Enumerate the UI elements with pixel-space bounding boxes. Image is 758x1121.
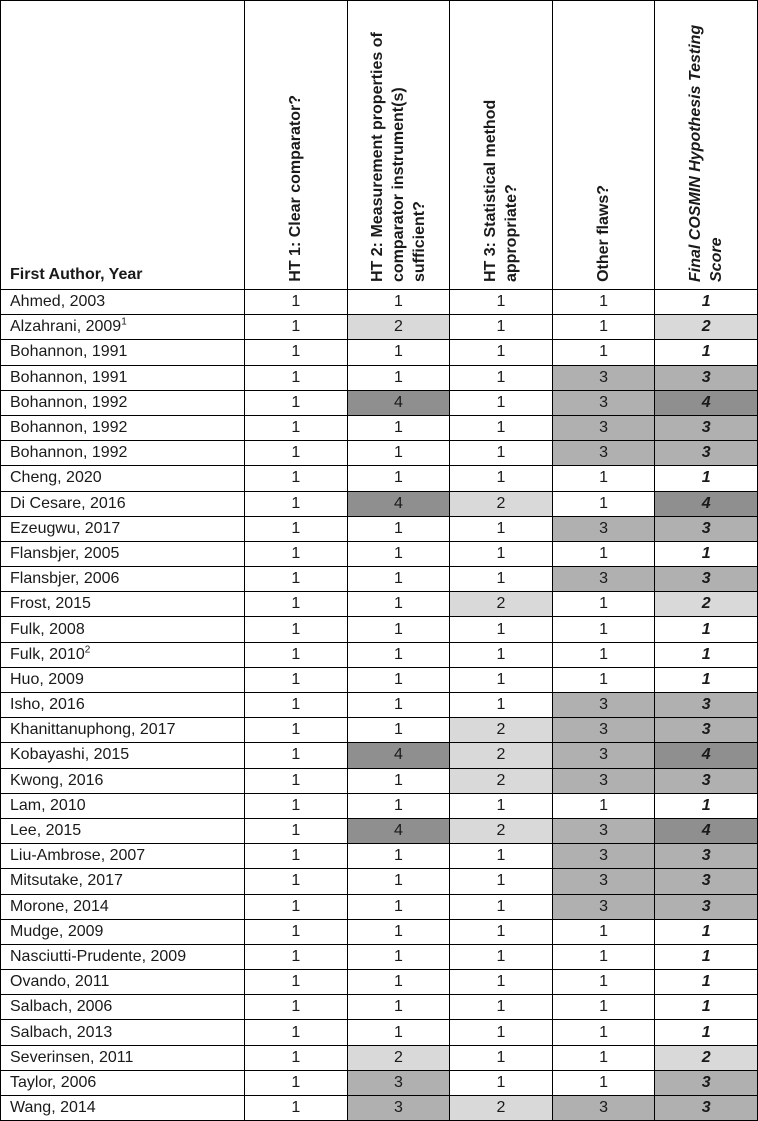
- other-flaws-cell: 1: [552, 466, 655, 491]
- final-score-cell: 3: [655, 894, 758, 919]
- ht2-cell: 1: [347, 718, 450, 743]
- ht2-cell: 1: [347, 970, 450, 995]
- table-row: [1, 315, 758, 340]
- ht1-cell: 1: [245, 869, 348, 894]
- final-score-cell: 3: [655, 869, 758, 894]
- ht2-cell: 1: [347, 944, 450, 969]
- table-row: [1, 718, 758, 743]
- ht2-cell: 1: [347, 768, 450, 793]
- table-row: [1, 541, 758, 566]
- other-flaws-cell: 3: [552, 567, 655, 592]
- other-flaws-cell: 3: [552, 441, 655, 466]
- author-year-text: Ovando, 2011: [10, 973, 110, 991]
- author-year-cell: [1, 693, 245, 718]
- final-score-cell: 3: [655, 415, 758, 440]
- ht3-cell: 1: [450, 793, 553, 818]
- author-year-text: Huo, 2009: [10, 670, 84, 688]
- author-year-text: Alzahrani, 2009: [10, 318, 122, 336]
- ht3-cell: 2: [450, 1096, 553, 1121]
- ht2-cell: 4: [347, 743, 450, 768]
- table-row: [1, 793, 758, 818]
- ht1-cell: 1: [245, 793, 348, 818]
- final-score-cell: 3: [655, 1096, 758, 1121]
- author-year-cell: [1, 617, 245, 642]
- other-flaws-cell: 1: [552, 793, 655, 818]
- ht1-cell: 1: [245, 844, 348, 869]
- ht2-cell: 1: [347, 642, 450, 667]
- ht1-cell: 1: [245, 315, 348, 340]
- other-flaws-cell: 1: [552, 290, 655, 315]
- final-score-cell: 1: [655, 541, 758, 566]
- ht2-cell: 1: [347, 919, 450, 944]
- ht3-cell: 1: [450, 466, 553, 491]
- other-flaws-cell: 1: [552, 315, 655, 340]
- ht3-cell: 1: [450, 1070, 553, 1095]
- table-body: [1, 290, 758, 1121]
- ht1-cell: 1: [245, 390, 348, 415]
- author-year-cell: [1, 290, 245, 315]
- author-year-text: Fulk, 2008: [10, 620, 85, 638]
- ht1-cell: 1: [245, 667, 348, 692]
- table-row: [1, 516, 758, 541]
- header-ht3: [450, 1, 553, 290]
- author-year-cell: [1, 390, 245, 415]
- final-score-cell: 1: [655, 466, 758, 491]
- ht3-cell: 1: [450, 970, 553, 995]
- ht1-cell: 1: [245, 516, 348, 541]
- final-score-cell: 4: [655, 743, 758, 768]
- final-score-cell: 2: [655, 592, 758, 617]
- ht1-cell: 1: [245, 466, 348, 491]
- final-score-cell: 1: [655, 970, 758, 995]
- ht3-cell: 1: [450, 516, 553, 541]
- ht2-cell: 2: [347, 1045, 450, 1070]
- ht2-cell: 1: [347, 365, 450, 390]
- ht2-cell: 1: [347, 340, 450, 365]
- ht1-cell: 1: [245, 894, 348, 919]
- ht3-cell: 1: [450, 541, 553, 566]
- ht1-cell: 1: [245, 491, 348, 516]
- final-score-cell: 1: [655, 290, 758, 315]
- ht1-cell: 1: [245, 995, 348, 1020]
- other-flaws-cell: 3: [552, 718, 655, 743]
- final-score-cell: 3: [655, 1070, 758, 1095]
- other-flaws-cell: 1: [552, 617, 655, 642]
- ht3-cell: 2: [450, 818, 553, 843]
- other-flaws-cell: 1: [552, 667, 655, 692]
- ht2-cell: 2: [347, 315, 450, 340]
- ht3-cell: 1: [450, 567, 553, 592]
- ht3-cell: 2: [450, 592, 553, 617]
- table-row: [1, 617, 758, 642]
- author-year-text: Taylor, 2006: [10, 1073, 97, 1091]
- ht2-cell: 1: [347, 1020, 450, 1045]
- final-score-cell: 2: [655, 315, 758, 340]
- final-score-cell: 1: [655, 1020, 758, 1045]
- author-year-text: Wang, 2014: [10, 1099, 96, 1117]
- other-flaws-cell: 1: [552, 541, 655, 566]
- author-year-text: Mudge, 2009: [10, 922, 104, 940]
- ht1-cell: 1: [245, 970, 348, 995]
- other-flaws-cell: 1: [552, 1070, 655, 1095]
- author-year-cell: [1, 541, 245, 566]
- author-year-cell: [1, 441, 245, 466]
- final-score-cell: 3: [655, 441, 758, 466]
- final-score-cell: 3: [655, 768, 758, 793]
- ht1-cell: 1: [245, 592, 348, 617]
- author-year-text: Isho, 2016: [10, 696, 85, 714]
- header-final-score: [655, 1, 758, 290]
- author-year-text: Lam, 2010: [10, 796, 86, 814]
- author-year-cell: [1, 970, 245, 995]
- other-flaws-cell: 3: [552, 415, 655, 440]
- table-row: [1, 365, 758, 390]
- ht1-cell: 1: [245, 340, 348, 365]
- author-year-cell: [1, 567, 245, 592]
- other-flaws-cell: 1: [552, 970, 655, 995]
- table-row: [1, 869, 758, 894]
- final-score-cell: 2: [655, 1045, 758, 1070]
- final-score-cell: 1: [655, 919, 758, 944]
- ht3-cell: 1: [450, 995, 553, 1020]
- other-flaws-cell: 1: [552, 491, 655, 516]
- ht2-cell: 1: [347, 441, 450, 466]
- author-year-text: Bohannon, 1992: [10, 393, 128, 411]
- ht1-cell: 1: [245, 718, 348, 743]
- author-year-text: Kobayashi, 2015: [10, 746, 130, 764]
- ht3-cell: 1: [450, 667, 553, 692]
- other-flaws-cell: 3: [552, 390, 655, 415]
- table-row: [1, 894, 758, 919]
- final-score-cell: 3: [655, 844, 758, 869]
- final-score-cell: 1: [655, 944, 758, 969]
- author-year-cell: [1, 667, 245, 692]
- ht2-cell: 1: [347, 516, 450, 541]
- table-row: [1, 743, 758, 768]
- table-row: [1, 970, 758, 995]
- table-row: [1, 415, 758, 440]
- table-row: [1, 592, 758, 617]
- header-other-flaws: [552, 1, 655, 290]
- final-score-cell: 1: [655, 793, 758, 818]
- final-score-cell: 1: [655, 340, 758, 365]
- other-flaws-cell: 3: [552, 869, 655, 894]
- ht2-cell: 4: [347, 390, 450, 415]
- author-year-text: Bohannon, 1992: [10, 419, 128, 437]
- other-flaws-cell: 3: [552, 693, 655, 718]
- ht1-cell: 1: [245, 944, 348, 969]
- ht2-cell: 1: [347, 793, 450, 818]
- ht3-cell: 1: [450, 894, 553, 919]
- final-score-cell: 1: [655, 642, 758, 667]
- ht2-cell: 4: [347, 818, 450, 843]
- table-row: [1, 1045, 758, 1070]
- ht3-cell: 1: [450, 1020, 553, 1045]
- author-year-text: Di Cesare, 2016: [10, 494, 126, 512]
- author-year-cell: [1, 516, 245, 541]
- ht3-cell: 1: [450, 315, 553, 340]
- table-row: [1, 441, 758, 466]
- final-score-cell: 4: [655, 390, 758, 415]
- ht1-cell: 1: [245, 693, 348, 718]
- other-flaws-cell: 1: [552, 340, 655, 365]
- final-score-cell: 3: [655, 718, 758, 743]
- ht1-cell: 1: [245, 290, 348, 315]
- table-row: [1, 340, 758, 365]
- author-year-cell: [1, 340, 245, 365]
- header-ht2: [347, 1, 450, 290]
- author-year-text: Lee, 2015: [10, 822, 82, 840]
- ht2-cell: 1: [347, 869, 450, 894]
- author-year-cell: [1, 466, 245, 491]
- ht2-cell: 1: [347, 693, 450, 718]
- table-row: [1, 390, 758, 415]
- ht3-cell: 1: [450, 340, 553, 365]
- final-score-cell: 3: [655, 567, 758, 592]
- table-row: [1, 642, 758, 667]
- table-row: [1, 567, 758, 592]
- ht2-cell: 1: [347, 592, 450, 617]
- author-year-text: Nasciutti-Prudente, 2009: [10, 947, 187, 965]
- ht2-cell: 1: [347, 541, 450, 566]
- author-year-text: Morone, 2014: [10, 897, 109, 915]
- author-year-cell: [1, 415, 245, 440]
- ht2-cell: 3: [347, 1070, 450, 1095]
- ht3-cell: 1: [450, 869, 553, 894]
- table-row: [1, 995, 758, 1020]
- table-row: [1, 290, 758, 315]
- ht1-cell: 1: [245, 541, 348, 566]
- header-ht3-label: HT 3: Statistical method appropriate?: [481, 99, 520, 282]
- table-row: [1, 919, 758, 944]
- ht1-cell: 1: [245, 365, 348, 390]
- ht3-cell: 2: [450, 718, 553, 743]
- final-score-cell: 3: [655, 693, 758, 718]
- table-row: [1, 466, 758, 491]
- other-flaws-cell: 3: [552, 818, 655, 843]
- table-row: [1, 1020, 758, 1045]
- ht2-cell: 1: [347, 415, 450, 440]
- author-year-cell: [1, 995, 245, 1020]
- author-year-cell: [1, 743, 245, 768]
- header-final-score-label: Final COSMIN Hypothesis Testing Score: [687, 24, 726, 282]
- ht3-cell: 1: [450, 290, 553, 315]
- ht1-cell: 1: [245, 1020, 348, 1045]
- table-row: [1, 693, 758, 718]
- author-year-text: Severinsen, 2011: [10, 1048, 134, 1066]
- header-first-author-year: First Author, Year: [1, 1, 245, 290]
- other-flaws-cell: 3: [552, 516, 655, 541]
- ht3-cell: 2: [450, 743, 553, 768]
- final-score-cell: 1: [655, 667, 758, 692]
- author-year-cell: [1, 365, 245, 390]
- author-year-text: Ezeugwu, 2017: [10, 519, 121, 537]
- table-row: [1, 818, 758, 843]
- author-year-text: Ahmed, 2003: [10, 293, 106, 311]
- ht1-cell: 1: [245, 1045, 348, 1070]
- other-flaws-cell: 3: [552, 743, 655, 768]
- ht1-cell: 1: [245, 818, 348, 843]
- author-year-text: Bohannon, 1991: [10, 368, 128, 386]
- author-year-cell: [1, 642, 245, 667]
- ht1-cell: 1: [245, 441, 348, 466]
- author-year-cell: [1, 718, 245, 743]
- other-flaws-cell: 1: [552, 642, 655, 667]
- ht2-cell: 1: [347, 995, 450, 1020]
- other-flaws-cell: 1: [552, 1020, 655, 1045]
- ht1-cell: 1: [245, 919, 348, 944]
- ht1-cell: 1: [245, 1096, 348, 1121]
- ht2-cell: 4: [347, 491, 450, 516]
- ht3-cell: 1: [450, 844, 553, 869]
- author-year-cell: [1, 1045, 245, 1070]
- table-row: [1, 491, 758, 516]
- ht3-cell: 1: [450, 390, 553, 415]
- author-year-text: Salbach, 2006: [10, 998, 113, 1016]
- header-row: [1, 1, 758, 290]
- footnote-marker: 1: [121, 316, 127, 328]
- ht3-cell: 1: [450, 693, 553, 718]
- author-year-cell: [1, 592, 245, 617]
- ht3-cell: 1: [450, 944, 553, 969]
- table-row: [1, 667, 758, 692]
- author-year-cell: [1, 869, 245, 894]
- ht1-cell: 1: [245, 415, 348, 440]
- ht3-cell: 1: [450, 365, 553, 390]
- ht1-cell: 1: [245, 1070, 348, 1095]
- final-score-cell: 3: [655, 516, 758, 541]
- ht1-cell: 1: [245, 617, 348, 642]
- author-year-text: Flansbjer, 2006: [10, 570, 120, 588]
- author-year-cell: [1, 944, 245, 969]
- ht3-cell: 2: [450, 491, 553, 516]
- table-row: [1, 844, 758, 869]
- other-flaws-cell: 1: [552, 944, 655, 969]
- author-year-cell: [1, 894, 245, 919]
- author-year-text: Kwong, 2016: [10, 771, 104, 789]
- ht1-cell: 1: [245, 768, 348, 793]
- footnote-marker: 2: [84, 644, 91, 656]
- final-score-cell: 3: [655, 365, 758, 390]
- author-year-cell: [1, 919, 245, 944]
- author-year-text: Bohannon, 1991: [10, 343, 128, 361]
- other-flaws-cell: 1: [552, 592, 655, 617]
- author-year-text: Frost, 2015: [10, 595, 91, 613]
- ht2-cell: 1: [347, 617, 450, 642]
- table-row: [1, 944, 758, 969]
- final-score-cell: 1: [655, 995, 758, 1020]
- author-year-cell: [1, 491, 245, 516]
- author-year-cell: [1, 793, 245, 818]
- author-year-text: Liu-Ambrose, 2007: [10, 847, 146, 865]
- author-year-text: Bohannon, 1992: [10, 444, 128, 462]
- ht3-cell: 1: [450, 415, 553, 440]
- other-flaws-cell: 3: [552, 768, 655, 793]
- other-flaws-cell: 3: [552, 844, 655, 869]
- ht1-cell: 1: [245, 567, 348, 592]
- ht2-cell: 1: [347, 844, 450, 869]
- final-score-cell: 1: [655, 617, 758, 642]
- ht1-cell: 1: [245, 642, 348, 667]
- author-year-cell: [1, 1020, 245, 1045]
- ht2-cell: 1: [347, 894, 450, 919]
- author-year-cell: [1, 768, 245, 793]
- author-year-cell: [1, 844, 245, 869]
- ht2-cell: 1: [347, 567, 450, 592]
- author-year-text: Flansbjer, 2005: [10, 544, 120, 562]
- ht3-cell: 1: [450, 441, 553, 466]
- ht1-cell: 1: [245, 743, 348, 768]
- other-flaws-cell: 3: [552, 1096, 655, 1121]
- ht3-cell: 2: [450, 768, 553, 793]
- other-flaws-cell: 3: [552, 894, 655, 919]
- author-year-text: Fulk, 2010: [10, 645, 85, 663]
- header-ht2-label: HT 2: Measurement properties of comparator instrument(s) sufficient?: [368, 32, 428, 282]
- ht3-cell: 1: [450, 642, 553, 667]
- ht2-cell: 1: [347, 466, 450, 491]
- other-flaws-cell: 1: [552, 995, 655, 1020]
- ht3-cell: 1: [450, 617, 553, 642]
- ht2-cell: 1: [347, 290, 450, 315]
- author-year-text: Khanittanuphong, 2017: [10, 721, 176, 739]
- ht3-cell: 1: [450, 919, 553, 944]
- final-score-cell: 4: [655, 491, 758, 516]
- other-flaws-cell: 1: [552, 1045, 655, 1070]
- author-year-cell: [1, 818, 245, 843]
- final-score-cell: 4: [655, 818, 758, 843]
- ht2-cell: 1: [347, 667, 450, 692]
- author-year-cell: [1, 315, 245, 340]
- header-ht1: [245, 1, 348, 290]
- header-other-flaws-label: Other flaws?: [595, 185, 613, 282]
- table-row: [1, 768, 758, 793]
- ht2-cell: 3: [347, 1096, 450, 1121]
- author-year-text: Mitsutake, 2017: [10, 872, 123, 890]
- ht3-cell: 1: [450, 1045, 553, 1070]
- author-year-cell: [1, 1070, 245, 1095]
- header-ht1-label: HT 1: Clear comparator?: [287, 95, 305, 282]
- table-row: [1, 1070, 758, 1095]
- other-flaws-cell: 1: [552, 919, 655, 944]
- author-year-text: Salbach, 2013: [10, 1023, 113, 1041]
- author-year-text: Cheng, 2020: [10, 469, 102, 487]
- other-flaws-cell: 3: [552, 365, 655, 390]
